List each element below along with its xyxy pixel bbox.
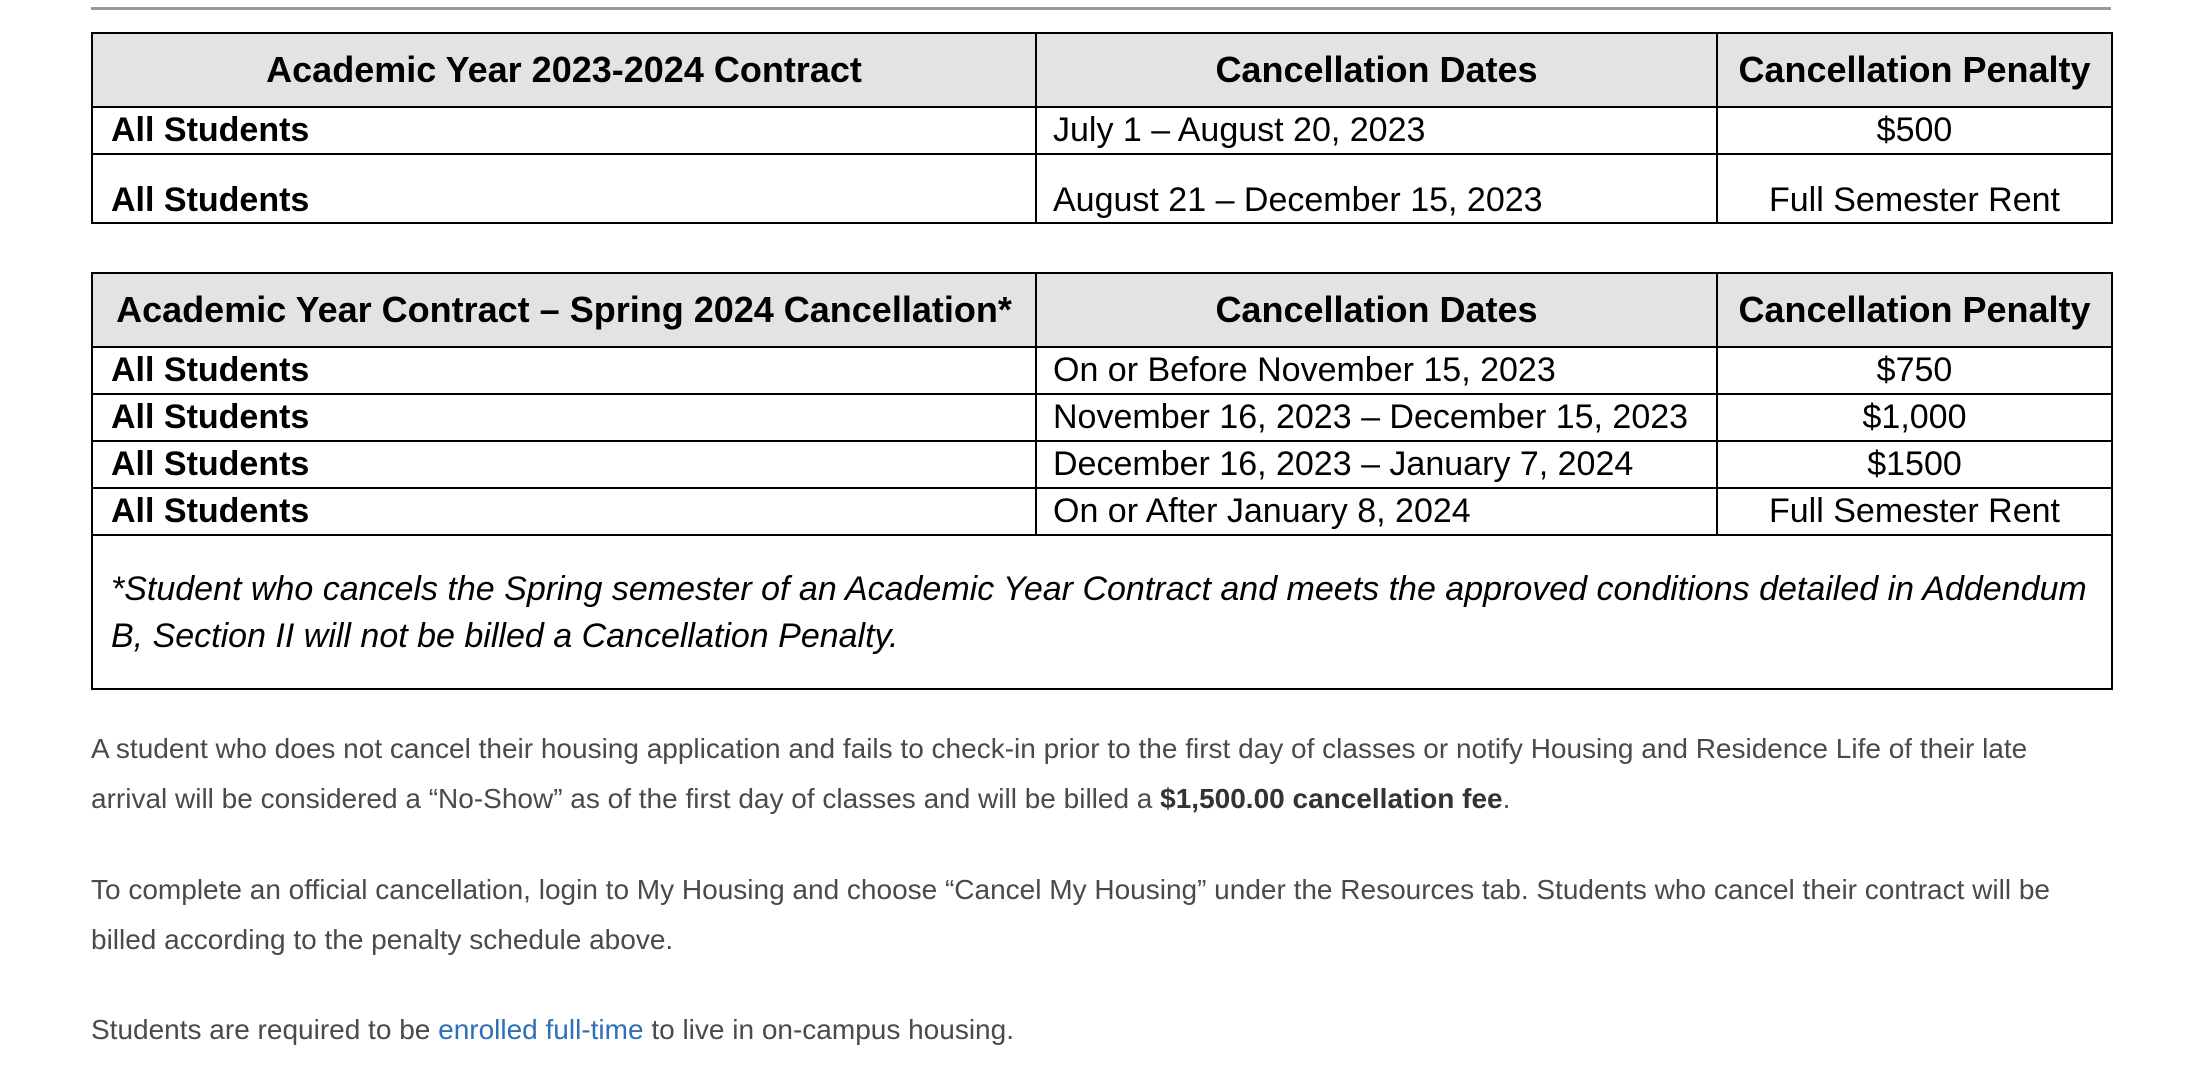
enrollment-text-before: Students are required to be (91, 1014, 439, 1045)
table-header-row (92, 33, 2112, 107)
row-student-group: All Students (92, 394, 1036, 441)
cancellation-footnote: *Student who cancels the Spring semester of an Academic Year Contract and meets the approved conditions detailed in Addendum B, Section II will not be billed a Cancellation Penalty. (92, 535, 2112, 689)
row-student-group: All Students (92, 488, 1036, 535)
row-dates: August 21 – December 15, 2023 (1036, 154, 1717, 223)
top-rule-divider (91, 7, 2111, 10)
row-dates: On or After January 8, 2024 (1036, 488, 1717, 535)
table-row (92, 394, 2112, 441)
table-footnote-row (92, 535, 2112, 689)
spring-cancellation-table (91, 272, 2113, 690)
row-penalty: $500 (1717, 107, 2112, 154)
row-dates: On or Before November 15, 2023 (1036, 347, 1717, 394)
column-header-contract: Academic Year 2023-2024 Contract (92, 33, 1036, 107)
no-show-paragraph (91, 724, 2111, 824)
column-header-penalty: Cancellation Penalty (1717, 273, 2112, 347)
official-cancellation-paragraph: To complete an official cancellation, login to My Housing and choose “Cancel My Housing” under the Resources tab. Students who cancel their contract will be billed according to the penalty schedule above. (91, 874, 2050, 955)
row-penalty: Full Semester Rent (1717, 154, 2112, 223)
table-row (92, 154, 2112, 223)
no-show-text: A student who does not cancel their housing application and fails to check-in prior to the first day of classes or notify Housing and Residence Life of their late arrival will be considered a “No-Show” as of the first day of classes and will be billed a (91, 733, 2028, 814)
row-dates: November 16, 2023 – December 15, 2023 (1036, 394, 1717, 441)
enrolled-full-time-link[interactable]: enrolled full-time (438, 1014, 644, 1045)
column-header-penalty: Cancellation Penalty (1717, 33, 2112, 107)
table-row (92, 347, 2112, 394)
no-show-fee-emphasis: $1,500.00 cancellation fee (1160, 783, 1503, 814)
row-penalty: $1500 (1717, 441, 2112, 488)
enrollment-paragraph (91, 1005, 2111, 1055)
row-penalty: Full Semester Rent (1717, 488, 2112, 535)
row-penalty: $1,000 (1717, 394, 2112, 441)
row-student-group: All Students (92, 107, 1036, 154)
academic-year-cancellation-table (91, 32, 2113, 224)
column-header-dates: Cancellation Dates (1036, 33, 1717, 107)
column-header-dates: Cancellation Dates (1036, 273, 1717, 347)
enrollment-text-after: to live in on-campus housing. (643, 1014, 1014, 1045)
row-dates: December 16, 2023 – January 7, 2024 (1036, 441, 1717, 488)
row-dates: July 1 – August 20, 2023 (1036, 107, 1717, 154)
no-show-end: . (1502, 783, 1511, 814)
row-student-group: All Students (92, 347, 1036, 394)
row-student-group: All Students (92, 441, 1036, 488)
table-row (92, 107, 2112, 154)
table-row (92, 488, 2112, 535)
table-row (92, 441, 2112, 488)
row-penalty: $750 (1717, 347, 2112, 394)
table-header-row (92, 273, 2112, 347)
column-header-contract: Academic Year Contract – Spring 2024 Cancellation* (92, 273, 1036, 347)
row-student-group: All Students (92, 154, 1036, 223)
